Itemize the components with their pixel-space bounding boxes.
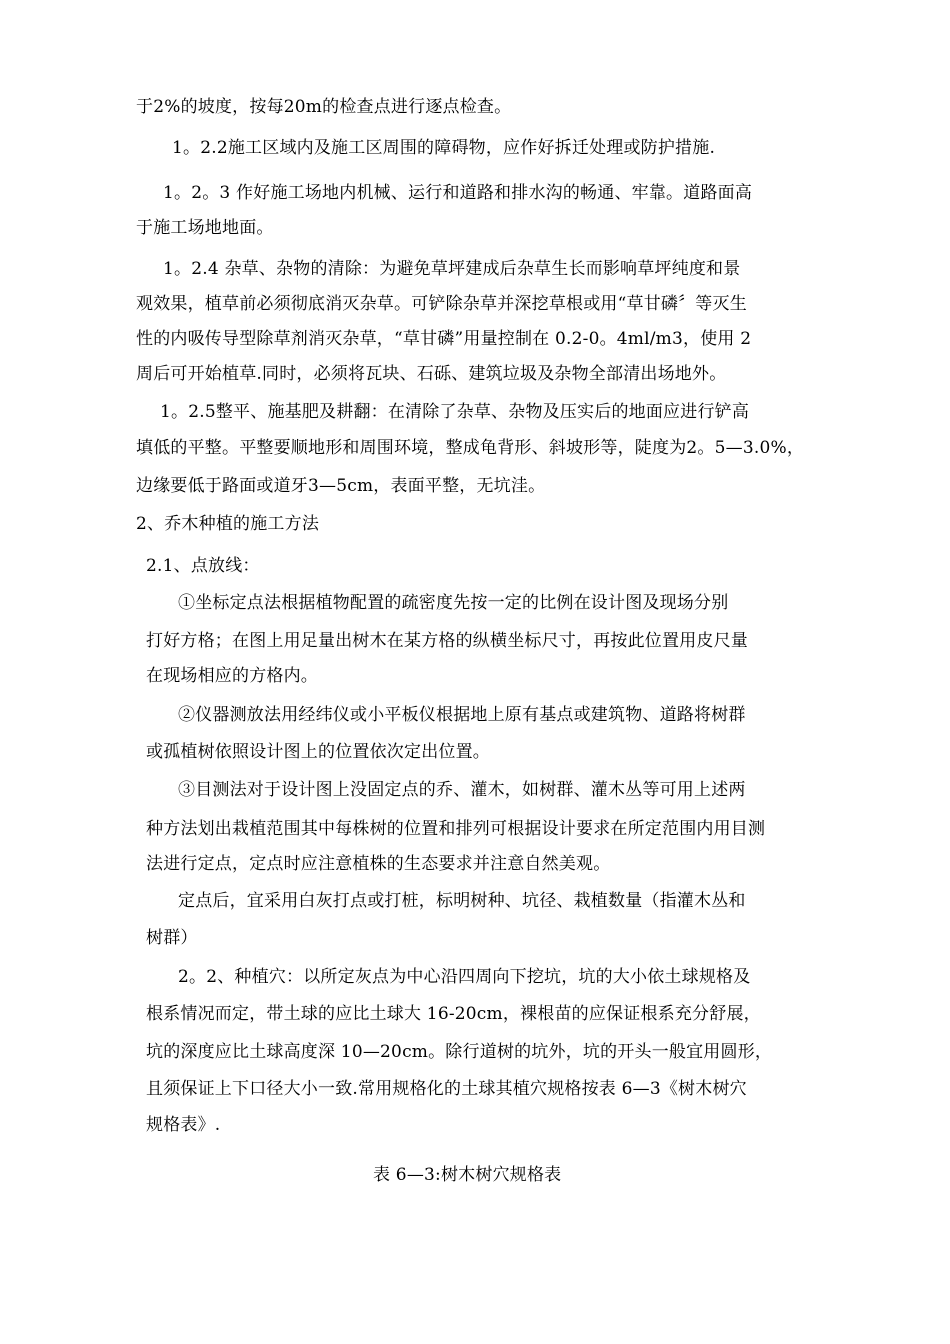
text-line: 观效果，植草前必须彻底消灭杂草。可铲除杂草并深挖草根或用“草甘磷〞等灭生 — [136, 294, 747, 314]
text-line: 性的内吸传导型除草剂消灭杂草，“草甘磷”用量控制在 0.2-0。4ml/m3，使用 2 — [136, 329, 752, 349]
text-line: 1。2。3 作好施工场地内机械、运行和道路和排水沟的畅通、牢靠。道路面高 — [163, 183, 753, 203]
text-line: 打好方格；在图上用足量出树木在某方格的纵横坐标尺寸，再按此位置用皮尺量 — [146, 631, 748, 651]
text-line: 2。2、种植穴：以所定灰点为中心沿四周向下挖坑，坑的大小依土球规格及 — [178, 967, 751, 987]
text-line: 种方法划出栽植范围其中每株树的位置和排列可根据设计要求在所定范围内用目测 — [146, 819, 766, 839]
text-line: 定点后，宜采用白灰打点或打桩，标明树种、坑径、栽植数量（指灌木丛和 — [178, 891, 746, 911]
text-line: 周后可开始植草.同时，必须将瓦块、石砾、建筑垃圾及杂物全部清出场地外。 — [136, 364, 727, 384]
text-line: 法进行定点，定点时应注意植株的生态要求并注意自然美观。 — [146, 854, 611, 874]
text-line: 于2%的坡度，按每20m的检查点进行逐点检查。 — [136, 97, 512, 117]
section-heading: 2、乔木种植的施工方法 — [136, 514, 320, 534]
text-line: ①坐标定点法根据植物配置的疏密度先按一定的比例在设计图及现场分别 — [178, 593, 729, 613]
text-line: 边缘要低于路面或道牙3—5cm，表面平整，无坑洼。 — [136, 476, 546, 496]
text-line: 在现场相应的方格内。 — [146, 666, 318, 686]
text-line: ③目测法对于设计图上没固定点的乔、灌木，如树群、灌木丛等可用上述两 — [178, 780, 746, 800]
text-line: 1。2.4 杂草、杂物的清除：为避免草坪建成后杂草生长而影响草坪纯度和景 — [163, 259, 741, 279]
text-line: 坑的深度应比土球高度深 10—20cm。除行道树的坑外，坑的开头一般宜用圆形， — [146, 1042, 773, 1062]
text-line: 且须保证上下口径大小一致.常用规格化的土球其植穴规格按表 6—3《树木树穴 — [146, 1079, 747, 1099]
text-line: ②仪器测放法用经纬仪或小平板仪根据地上原有基点或建筑物、道路将树群 — [178, 705, 746, 725]
text-line: 根系情况而定，带土球的应比土球大 16-20cm，裸根苗的应保证根系充分舒展， — [146, 1004, 761, 1024]
text-line: 1。2.5整平、施基肥及耕翻：在清除了杂草、杂物及压实后的地面应进行铲高 — [160, 402, 750, 422]
text-line: 于施工场地地面。 — [136, 218, 274, 238]
text-line: 填低的平整。平整要顺地形和周围环境，整成龟背形、斜坡形等，陡度为2。5—3.0%， — [136, 438, 805, 458]
text-line: 树群） — [146, 928, 198, 948]
text-line: 规格表》. — [146, 1115, 221, 1135]
text-line: 或孤植树依照设计图上的位置依次定出位置。 — [146, 742, 490, 762]
subsection-heading: 2.1、点放线： — [146, 556, 260, 576]
table-caption: 表 6—3:树木树穴规格表 — [373, 1165, 562, 1185]
text-line: 1。2.2施工区域内及施工区周围的障碍物，应作好拆迁处理或防护措施. — [172, 138, 716, 158]
